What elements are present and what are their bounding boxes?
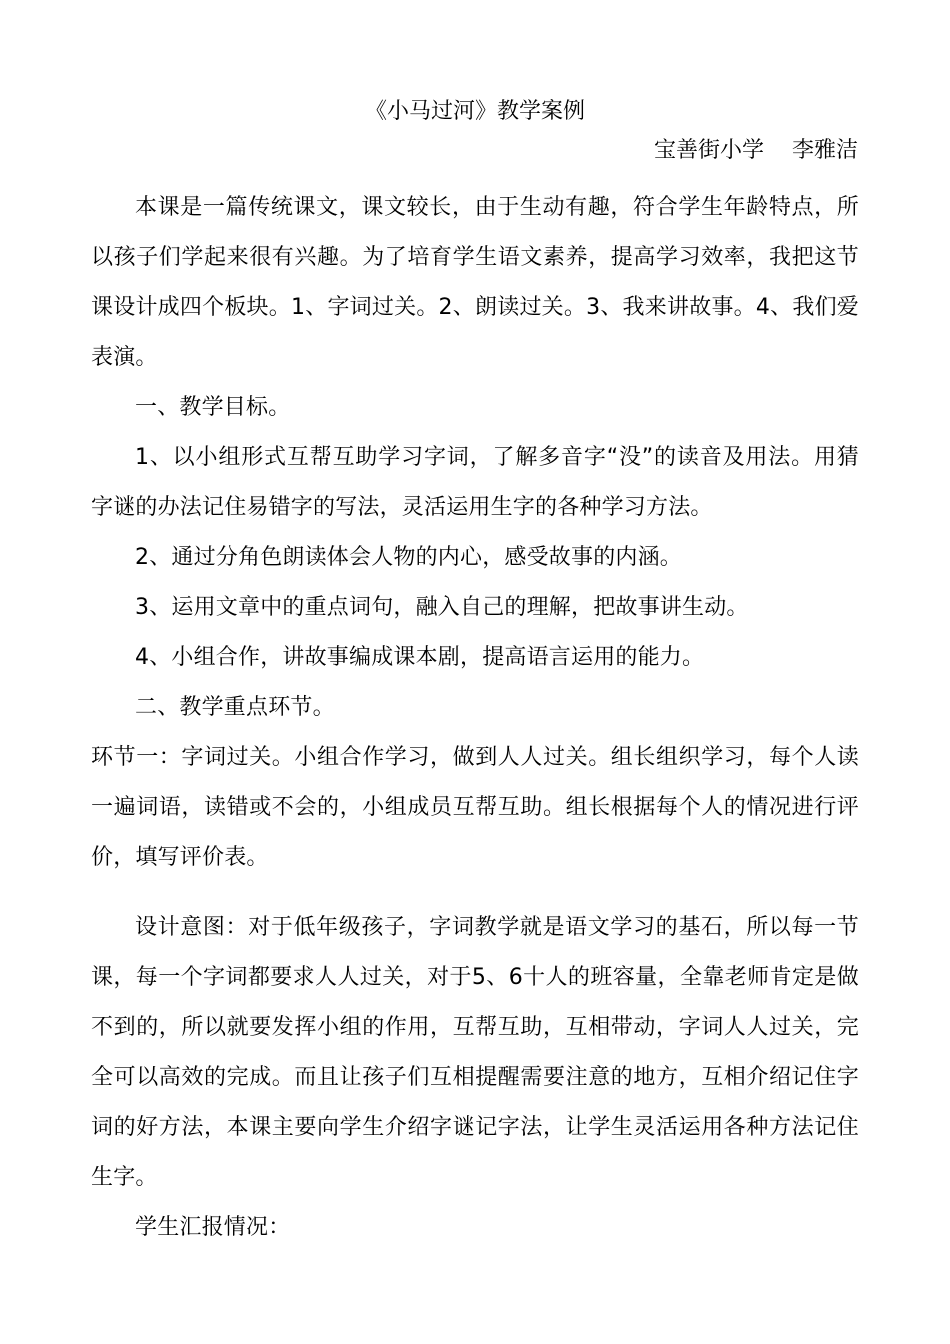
section-heading-key-steps: 二、教学重点环节。 xyxy=(135,695,335,720)
step-one-paragraph: 环节一：字词过关。小组合作学习，做到人人过关。组长组织学习，每个人读一遍词语，读错或不会的，小组成员互帮互助。组长根据每个人的情况进行评价，填写评价表。 xyxy=(91,745,859,870)
intro-paragraph: 本课是一篇传统课文，课文较长，由于生动有趣，符合学生年龄特点，所以孩子们学起来很有兴趣。为了培育学生语文素养，提高学习效率，我把这节课设计成四个板块。1、字词过关。2、朗读过关。3、我来讲故事。4、我们爱表演。 xyxy=(91,195,859,370)
section-heading-objectives: 一、教学目标。 xyxy=(135,395,291,420)
student-report-heading: 学生汇报情况： xyxy=(135,1215,291,1240)
objective-item-2: 2、通过分角色朗读体会人物的内心，感受故事的内涵。 xyxy=(135,545,682,570)
document-body xyxy=(91,183,859,1253)
objective-item-3: 3、运用文章中的重点词句，融入自己的理解，把故事讲生动。 xyxy=(135,595,749,620)
document-title: 《小马过河》教学案例 xyxy=(364,99,585,124)
objective-item-1: 1、以小组形式互帮互助学习字词，了解多音字“没”的读音及用法。用猜字谜的办法记住易错字的写法，灵活运用生字的各种学习方法。 xyxy=(91,445,859,520)
objective-item-4: 4、小组合作，讲故事编成课本剧，提高语言运用的能力。 xyxy=(135,645,705,670)
design-intent-paragraph: 设计意图：对于低年级孩子，字词教学就是语文学习的基石，所以每一节课，每一个字词都要求人人过关，对于5、6十人的班容量，全靠老师肯定是做不到的，所以就要发挥小组的作用，互帮互助，互相带动，字词人人过关，完全可以高效的完成。而且让孩子们互相提醒需要注意的地方，互相介绍记住字词的好方法，本课主要向学生介绍字谜记字法，让学生灵活运用各种方法记住生字。 xyxy=(91,915,859,1190)
author-line: 宝善街小学 李雅洁 xyxy=(654,138,858,163)
